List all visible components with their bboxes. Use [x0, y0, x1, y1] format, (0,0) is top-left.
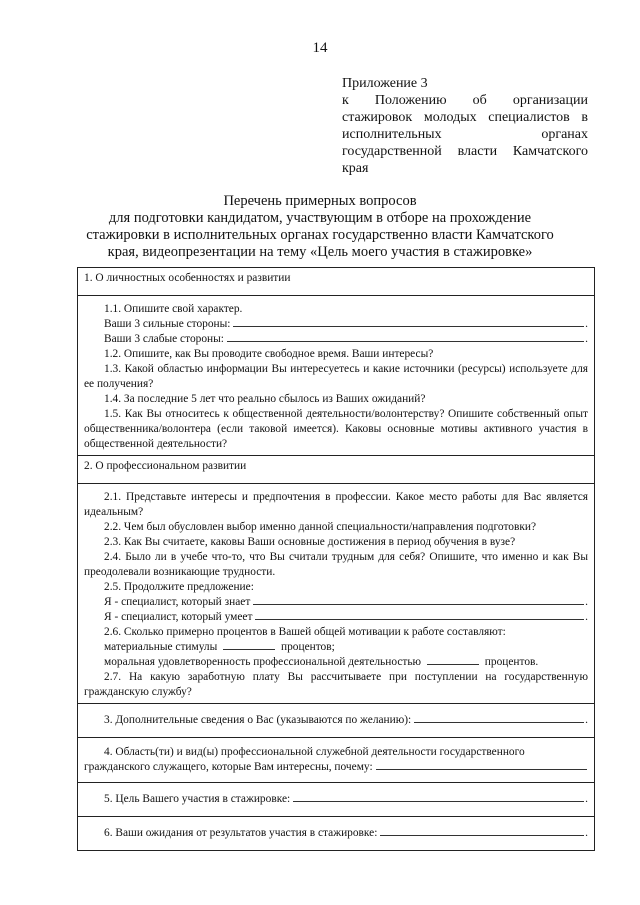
appendix-line: к Положению об организации	[342, 93, 588, 108]
moral-satisfaction-row	[84, 655, 588, 670]
section-2-body	[78, 484, 595, 704]
question-1-4: 1.4. За последние 5 лет что реально сбылось из Ваших ожиданий?	[104, 393, 426, 405]
section-5: 5. Цель Вашего участия в стажировке: .	[78, 783, 595, 817]
appendix-block	[342, 75, 588, 177]
weaknesses-label: Ваши 3 слабые стороны:	[104, 333, 224, 345]
section-6-answer-line[interactable]	[380, 826, 584, 836]
question-1-2: 1.2. Опишите, как Вы проводите свободное время. Ваши интересы?	[104, 348, 434, 360]
section-5-answer-line[interactable]	[293, 792, 584, 802]
question-2-3: 2.3. Как Вы считаете, каковы Ваши основные достижения в период обучения в вузе?	[104, 536, 516, 548]
strengths-answer-line[interactable]	[233, 317, 584, 327]
question-1-3: 1.3. Какой областью информации Вы интересуетесь и какие источники (ресурсы) используете для ее получения?	[84, 363, 588, 390]
question-2-7: 2.7. На какую заработную плату Вы рассчитываете при поступлении на государственную гражданскую службу?	[84, 671, 588, 698]
document-heading	[60, 193, 580, 261]
section-2-title: 2. О профессиональном развитии	[78, 456, 595, 484]
strengths-row: Ваши 3 сильные стороны: .	[104, 318, 588, 330]
material-percent-suffix: процентов;	[281, 641, 335, 653]
moral-percent-suffix: процентов.	[484, 656, 539, 668]
section-4-line-1: 4. Область(ти) и вид(ы) профессиональной служебной деятельности государственного	[104, 746, 525, 758]
questions-table	[77, 267, 595, 851]
can-row: Я - специалист, который умеет .	[104, 611, 588, 623]
moral-label: моральная удовлетворенность профессиональной деятельностью	[104, 656, 422, 668]
material-label: материальные стимулы	[104, 641, 218, 653]
section-6-label: 6. Ваши ожидания от результатов участия в стажировке:	[104, 827, 378, 839]
appendix-line: государственной власти Камчатского	[342, 144, 588, 159]
appendix-line: исполнительных органах	[342, 127, 588, 142]
appendix-line: края	[342, 161, 369, 176]
can-answer-line[interactable]	[255, 610, 584, 620]
can-label: Я - специалист, который умеет	[104, 611, 253, 623]
section-3: 3. Дополнительные сведения о Вас (указываются по желанию): .	[78, 704, 595, 738]
heading-line: для подготовки кандидатом, участвующим в отборе на прохождение	[108, 210, 532, 226]
section-4	[78, 738, 595, 783]
weaknesses-answer-line[interactable]	[227, 332, 584, 342]
section-1-title: 1. О личностных особенностях и развитии	[78, 268, 595, 296]
section-3-label: 3. Дополнительные сведения о Вас (указываются по желанию):	[104, 714, 412, 726]
question-2-6: 2.6. Сколько примерно процентов в Вашей общей мотивации к работе составляют:	[104, 626, 506, 638]
appendix-line: стажировок молодых специалистов в	[342, 110, 588, 125]
section-1-body	[78, 296, 595, 456]
heading-line: стажировки в исполнительных органах государственно власти Камчатского	[86, 227, 554, 243]
question-2-1: 2.1. Представьте интересы и предпочтения в профессии. Какое место работы для Вас является идеальным?	[84, 491, 588, 518]
question-1-5: 1.5. Как Вы относитесь к общественной деятельности/волонтерству? Опишите собственный опыт общественника/волонтера (если таковой имеется). Каковы основные мотивы активного участия в общественной деятельности?	[84, 408, 588, 450]
section-6: 6. Ваши ожидания от результатов участия в стажировке: .	[78, 817, 595, 851]
appendix-title: Приложение 3	[342, 76, 428, 91]
section-4-answer-line[interactable]	[376, 760, 587, 770]
question-2-5: 2.5. Продолжите предложение:	[104, 581, 254, 593]
section-5-label: 5. Цель Вашего участия в стажировке:	[104, 793, 291, 805]
section-4-line-2: гражданского служащего, которые Вам интересны, почему:	[84, 761, 373, 773]
knows-label: Я - специалист, который знает	[104, 596, 251, 608]
strengths-label: Ваши 3 сильные стороны:	[104, 318, 231, 330]
question-1-1: 1.1. Опишите свой характер.	[104, 303, 243, 315]
heading-line: Перечень примерных вопросов	[223, 193, 417, 209]
question-2-4: 2.4. Было ли в учебе что-то, что Вы считали трудным для себя? Опишите, что именно и как Вы преодолевали возникающие трудности.	[84, 551, 588, 578]
moral-percent-blank[interactable]	[427, 655, 479, 665]
section-3-answer-line[interactable]	[414, 713, 584, 723]
heading-line: края, видеопрезентации на тему «Цель моего участия в стажировке»	[107, 244, 533, 260]
question-2-2: 2.2. Чем был обусловлен выбор именно данной специальности/направления подготовки?	[104, 521, 537, 533]
material-incentives-row	[84, 640, 588, 655]
material-percent-blank[interactable]	[223, 640, 275, 650]
knows-row: Я - специалист, который знает .	[104, 596, 588, 608]
weaknesses-row: Ваши 3 слабые стороны: .	[104, 333, 588, 345]
page-number: 14	[312, 40, 328, 56]
knows-answer-line[interactable]	[253, 595, 584, 605]
